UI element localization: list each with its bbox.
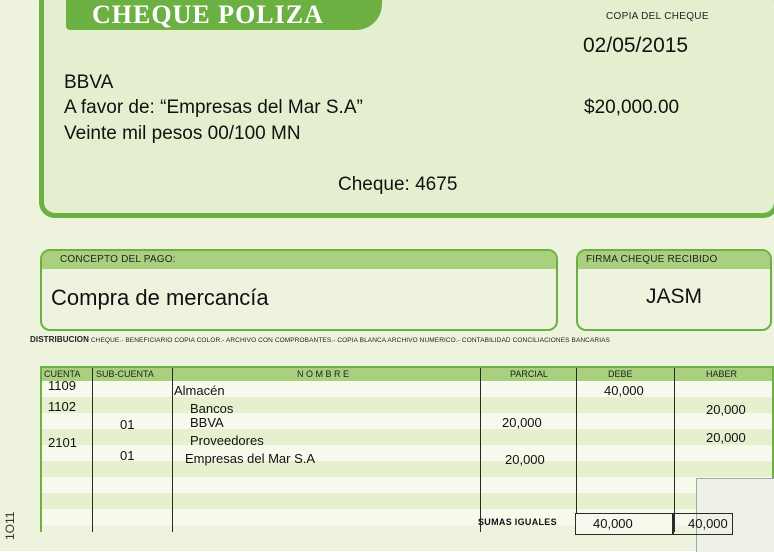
copy-label: COPIA DEL CHEQUE bbox=[606, 11, 709, 22]
row2-cuenta: 1102 bbox=[48, 399, 76, 414]
page-title: CHEQUE POLIZA bbox=[92, 0, 324, 29]
cheque-amount: $20,000.00 bbox=[584, 97, 680, 118]
bank-name: BBVA bbox=[64, 72, 114, 93]
distribucion-text: CHEQUE.- BENEFICIARIO COPIA COLOR.- ARCHIVO CON COMPROBANTES.- COPIA BLANCA ARCHIVO NUMERICO.- CONTABILIDAD CONCILIACIONES BANCARIAS bbox=[90, 337, 610, 344]
concepto-label: CONCEPTO DEL PAGO: bbox=[42, 251, 556, 269]
cheque-date: 02/05/2015 bbox=[583, 34, 689, 57]
row2-nombre: Bancos bbox=[190, 401, 234, 416]
header-haber: HABER bbox=[706, 369, 738, 379]
payee: A favor de: “Empresas del Mar S.A” bbox=[64, 97, 363, 118]
header-debe: DEBE bbox=[608, 369, 633, 379]
row3-subcuenta: 01 bbox=[120, 417, 135, 432]
header-subcuenta: SUB-CUENTA bbox=[96, 369, 154, 379]
row4-nombre: Proveedores bbox=[190, 433, 264, 448]
form-code: 1O11 bbox=[3, 511, 17, 540]
header-parcial: PARCIAL bbox=[510, 369, 548, 379]
ledger-table bbox=[40, 366, 774, 532]
row3-nombre: BBVA bbox=[190, 415, 224, 430]
firma-box bbox=[576, 249, 772, 331]
header-nombre: N O M B R E bbox=[297, 369, 350, 379]
row1-nombre: Almacén bbox=[174, 383, 225, 398]
concepto-box bbox=[40, 249, 558, 331]
row3-parcial: 20,000 bbox=[502, 415, 542, 430]
distribucion-line bbox=[30, 335, 774, 344]
cheque-number: Cheque: 4675 bbox=[338, 174, 458, 195]
sumas-iguales-label: SUMAS IGUALES bbox=[478, 517, 557, 527]
firma-label: FIRMA CHEQUE RECIBIDO bbox=[578, 251, 770, 269]
ledger-header bbox=[42, 368, 772, 381]
row5-subcuenta: 01 bbox=[120, 448, 135, 463]
total-haber: 40,000 bbox=[673, 513, 733, 535]
distribucion-label: DISTRIBUCION bbox=[30, 335, 89, 344]
row2-haber: 20,000 bbox=[706, 402, 746, 417]
amount-in-words: Veinte mil pesos 00/100 MN bbox=[64, 123, 301, 144]
firma-value: JASM bbox=[645, 285, 702, 308]
concepto-value: Compra de mercancía bbox=[51, 285, 269, 310]
row4-haber: 20,000 bbox=[706, 430, 746, 445]
row5-nombre: Empresas del Mar S.A bbox=[185, 451, 316, 466]
row5-parcial: 20,000 bbox=[505, 452, 545, 467]
row1-cuenta: 1109 bbox=[48, 378, 76, 393]
header-cuenta: CUENTA bbox=[44, 369, 81, 379]
row1-debe: 40,000 bbox=[604, 383, 644, 398]
total-debe: 40,000 bbox=[575, 513, 673, 535]
row4-cuenta: 2101 bbox=[48, 435, 77, 450]
